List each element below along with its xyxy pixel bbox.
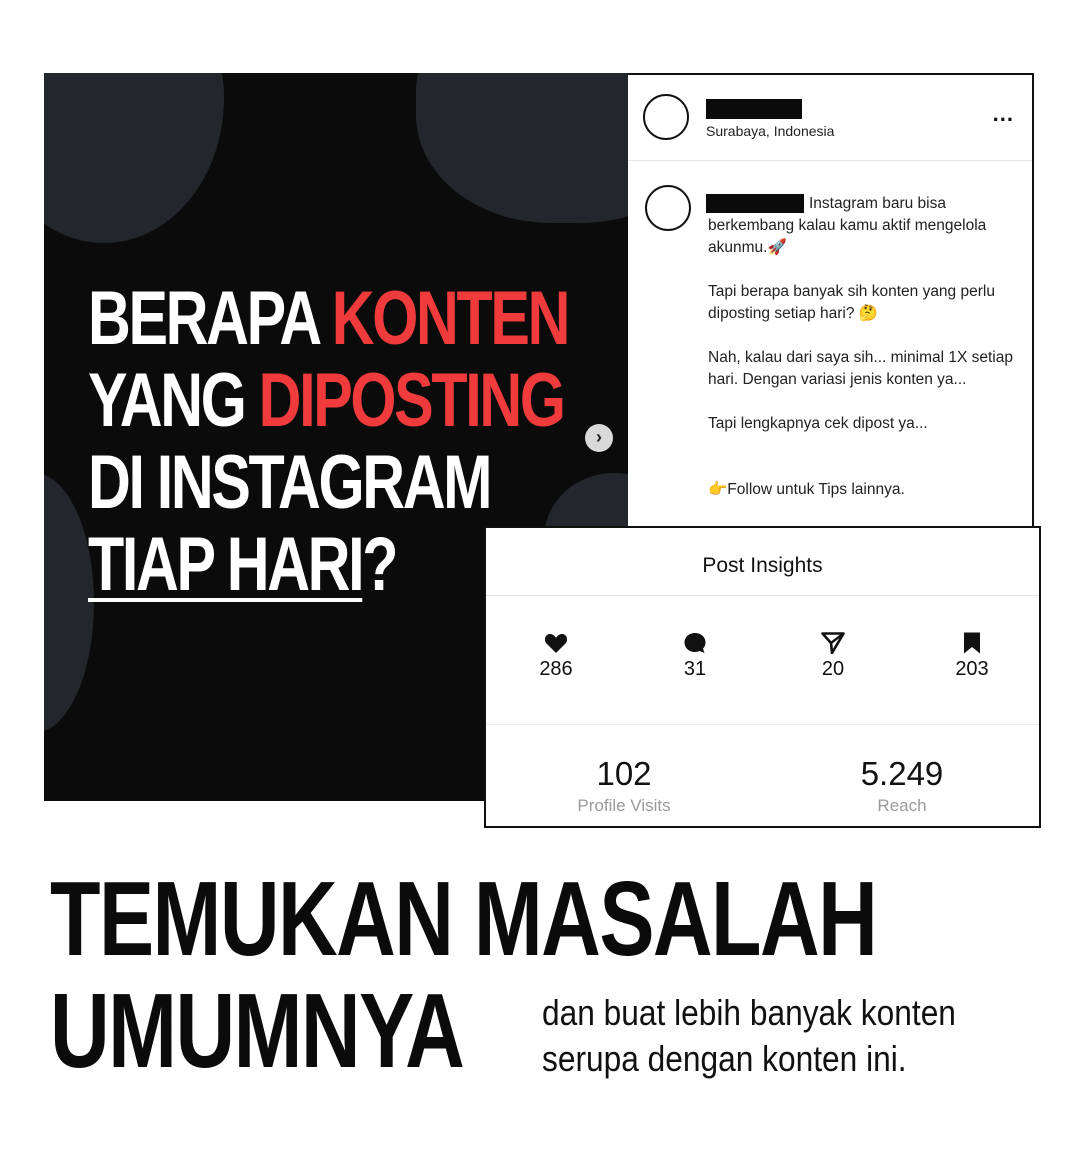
more-options-icon[interactable]: ... xyxy=(992,101,1014,126)
headline-accent: DIPOSTING xyxy=(258,358,564,443)
post-insights-card xyxy=(484,526,1041,828)
reach-value: 5.249 xyxy=(860,755,944,792)
bottom-title-line: TEMUKAN MASALAH xyxy=(50,860,877,978)
reach-stat xyxy=(782,756,1022,816)
bottom-title-line: UMUMNYA xyxy=(50,972,464,1090)
insights-title: Post Insights xyxy=(486,528,1039,596)
avatar[interactable] xyxy=(643,94,689,140)
bookmark-icon xyxy=(960,632,984,654)
divider xyxy=(486,724,1039,725)
heart-icon xyxy=(544,632,568,654)
bottom-subtitle xyxy=(542,990,956,1082)
comments-count: 31 xyxy=(683,658,707,680)
shares-stat xyxy=(773,632,893,681)
profile-visits-label: Profile Visits xyxy=(577,796,671,815)
saves-stat xyxy=(912,632,1032,681)
post-caption xyxy=(708,193,1014,501)
shares-count: 20 xyxy=(821,658,845,680)
redacted-username xyxy=(706,99,802,119)
headline-accent: KONTEN xyxy=(331,276,569,361)
carousel-next-icon[interactable]: › xyxy=(585,424,613,452)
bottom-subtitle-line: serupa dengan konten ini. xyxy=(542,1038,907,1079)
decorative-blob xyxy=(44,73,224,243)
reach-label: Reach xyxy=(877,796,927,815)
post-headline: BERAPA KONTEN YANG DIPOSTING DI INSTAGRAM TIAP HARI? xyxy=(88,276,569,607)
post-location[interactable]: Surabaya, Indonesia xyxy=(706,123,835,139)
saves-count: 203 xyxy=(955,658,989,680)
profile-visits-stat xyxy=(504,756,744,816)
profile-visits-value: 102 xyxy=(596,755,652,792)
caption-paragraph: 👉Follow untuk Tips lainnya. xyxy=(708,481,905,498)
share-icon xyxy=(821,632,845,654)
likes-count: 286 xyxy=(539,658,573,680)
comment-icon xyxy=(683,632,707,654)
post-header xyxy=(628,75,1032,161)
comments-stat xyxy=(635,632,755,681)
caption-paragraph: Instagram baru bisa berkembang kalau kamu aktif mengelola akunmu.🚀 xyxy=(708,195,987,256)
caption-paragraph: Tapi lengkapnya cek dipost ya... xyxy=(708,415,928,432)
likes-stat xyxy=(496,632,616,681)
bottom-subtitle-line: dan buat lebih banyak konten xyxy=(542,992,956,1033)
caption-panel xyxy=(628,73,1034,533)
caption-paragraph: Tapi berapa banyak sih konten yang perlu diposting setiap hari? 🤔 xyxy=(708,283,995,322)
decorative-blob xyxy=(416,73,628,223)
headline-underlined: TIAP HARI xyxy=(88,522,363,607)
caption-paragraph: Nah, kalau dari saya sih... minimal 1X setiap hari. Dengan variasi jenis konten ya... xyxy=(708,349,1013,388)
avatar[interactable] xyxy=(645,185,691,231)
decorative-blob xyxy=(44,473,94,733)
